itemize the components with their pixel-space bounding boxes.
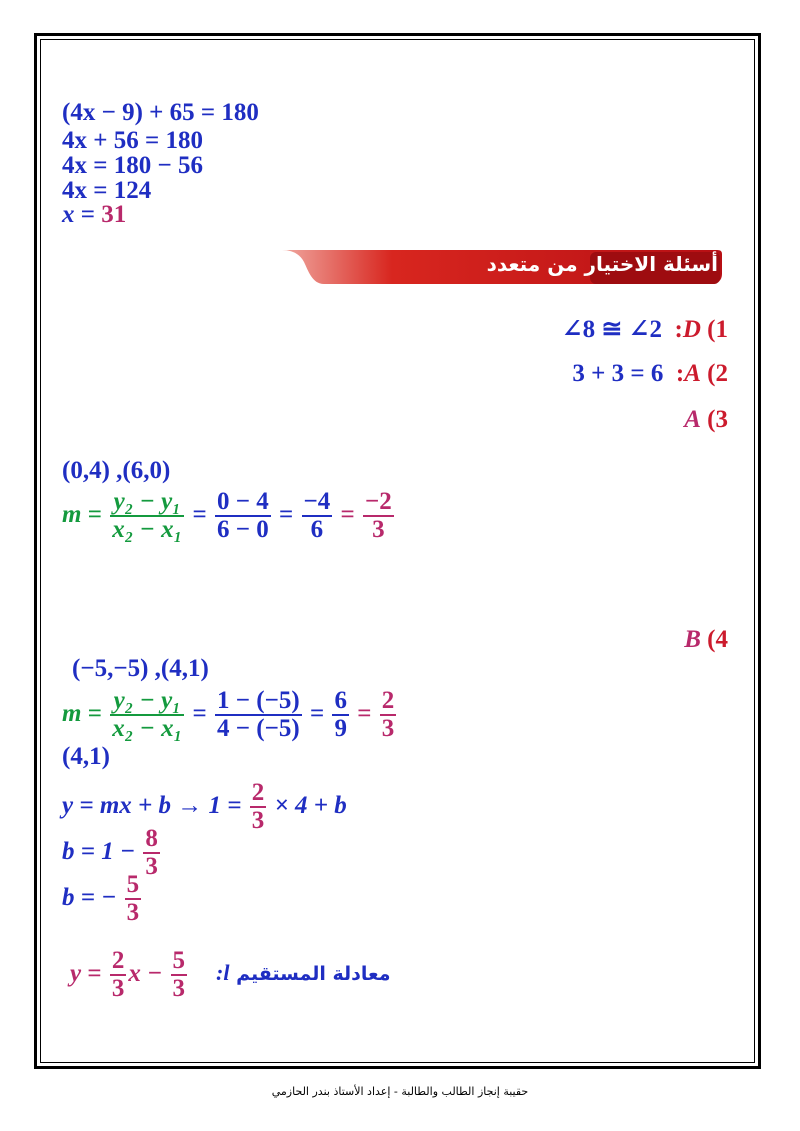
answer-2: 3 + 3 = 6 :A (2	[572, 360, 728, 387]
work1-line3: 4x = 180 − 56	[62, 152, 203, 179]
work4-frac-result	[380, 688, 397, 743]
answer-2-number: (2	[707, 360, 728, 387]
work1-var: x	[62, 201, 75, 228]
final-label	[216, 960, 391, 986]
final-frac-slope-den: 3	[111, 975, 125, 1003]
work3-frac-simplify-den: 6	[310, 516, 324, 544]
work4-b1-frac	[143, 826, 160, 881]
work4-b2-frac-den: 3	[126, 899, 140, 927]
work1-line1: (4x − 9) + 65 = 180	[62, 99, 259, 126]
final-x: x −	[128, 959, 163, 987]
work4-frac-simplify	[332, 688, 349, 743]
work1-line2: 4x + 56 = 180	[62, 127, 203, 154]
work3-frac-simplify-num: −4	[302, 489, 333, 517]
final-equation	[70, 948, 189, 1003]
work3-frac-sub-num: 0 − 4	[215, 489, 271, 517]
work4-frac-sub	[215, 688, 302, 743]
work4-b1-frac-num: 8	[143, 826, 160, 854]
answer-3	[684, 407, 728, 432]
work4-frac-formula	[110, 688, 184, 743]
work4-b2-frac	[125, 872, 142, 927]
work3-frac-result-den: 3	[372, 516, 385, 544]
work3-frac-formula-den: x₂ − x₁	[112, 516, 183, 544]
answer-3-number: (3	[707, 406, 728, 433]
final-eq: =	[87, 959, 102, 987]
work4-points: (−5,−5) ,(4,1)	[72, 655, 209, 682]
final-frac-intercept-den: 3	[172, 975, 186, 1003]
answer-4	[684, 627, 728, 652]
answer-1-letter: D	[682, 316, 701, 343]
work4-line-eq-frac-num: 2	[250, 780, 267, 808]
answer-4-letter: B	[684, 626, 701, 653]
work4-frac-sub-den: 4 − (−5)	[217, 715, 300, 743]
final-frac-slope-num: 2	[110, 948, 127, 976]
work1-line5	[62, 202, 126, 227]
answer-1-expr: ∠8 ≅ ∠2	[561, 316, 663, 343]
section-title: أسئلة الاختيار من متعدد	[486, 252, 718, 276]
work4-b1-left: b = 1 −	[62, 837, 136, 865]
work1-result: 31	[101, 201, 127, 228]
answer-4-number: (4	[707, 626, 728, 653]
work4-line-eq-frac-den: 3	[251, 807, 265, 835]
work4-frac-formula-den: x₂ − x₁	[112, 715, 183, 743]
work4-frac-result-num: 2	[380, 688, 397, 716]
work4-frac-result-den: 3	[381, 715, 395, 743]
work4-eq1: =	[87, 699, 102, 727]
work3-eq1: =	[87, 500, 102, 528]
work4-frac-simplify-den: 9	[334, 715, 347, 743]
work3-frac-result	[363, 489, 394, 544]
final-frac-intercept	[171, 948, 188, 1003]
final-frac-intercept-num: 5	[171, 948, 188, 976]
work4-frac-sub-num: 1 − (−5)	[215, 688, 302, 716]
work3-points: (0,4) ,(6,0)	[62, 457, 171, 484]
work3-frac-result-num: −2	[363, 489, 394, 517]
work4-slope: m = $\frac{\text{y₂ − y₁}}{\text{x₂ − x₁}}$ = $\frac{1 - (-5)}{4 - (-5)}$ = $\frac{6}{9}$ = $\frac{2}{3}$	[62, 687, 395, 743]
answer-1-number: (1	[707, 316, 728, 343]
work4-b2-frac-num: 5	[125, 872, 142, 900]
work4-b1-frac-den: 3	[145, 853, 158, 881]
work3-slope: m = $\frac{\text{y₂ − y₁}}{\text{x₂ − x₁}}$ = $\frac{0 - 4}{6 - 0}$ = $\frac{-4}{6}$ = $\frac{-2}{3}$	[62, 488, 392, 544]
work4-b2-left: b = −	[62, 883, 117, 911]
work1-line4: 4x = 124	[62, 177, 152, 204]
work4-line-eq-frac	[250, 780, 267, 835]
work3-frac-formula-num: y₂ − y₁	[110, 489, 184, 517]
answer-1: ∠8 ≅ ∠2 :D (1	[561, 316, 728, 343]
page-footer: حقيبة إنجاز الطالب والطالبة - إعداد الأستاذ بندر الحازمي	[271, 1085, 529, 1098]
work4-frac-formula-num: y₂ − y₁	[110, 688, 184, 716]
work4-b2	[62, 872, 143, 927]
work3-m: m	[62, 500, 82, 528]
work4-point: (4,1)	[62, 743, 110, 770]
work4-frac-simplify-num: 6	[332, 688, 349, 716]
work4-m: m	[62, 699, 82, 727]
work3-frac-formula	[110, 489, 184, 544]
work4-line-eq-left: y = mx + b → 1 =	[62, 791, 242, 819]
work3-frac-sub-den: 6 − 0	[217, 516, 269, 544]
final-label-text: معادلة المستقيم	[236, 963, 391, 985]
final-frac-slope	[110, 948, 127, 1003]
final-y: y	[70, 959, 82, 987]
work3-frac-simplify	[302, 489, 333, 544]
answer-2-expr: 3 + 3 = 6	[572, 360, 664, 387]
final-label-var: l:	[216, 960, 230, 985]
answer-3-letter: A	[684, 406, 701, 433]
work1-eq: =	[80, 201, 95, 228]
answer-2-letter: A	[684, 360, 701, 387]
work4-line-eq-tail: × 4 + b	[274, 791, 347, 819]
work3-frac-sub	[215, 489, 271, 544]
